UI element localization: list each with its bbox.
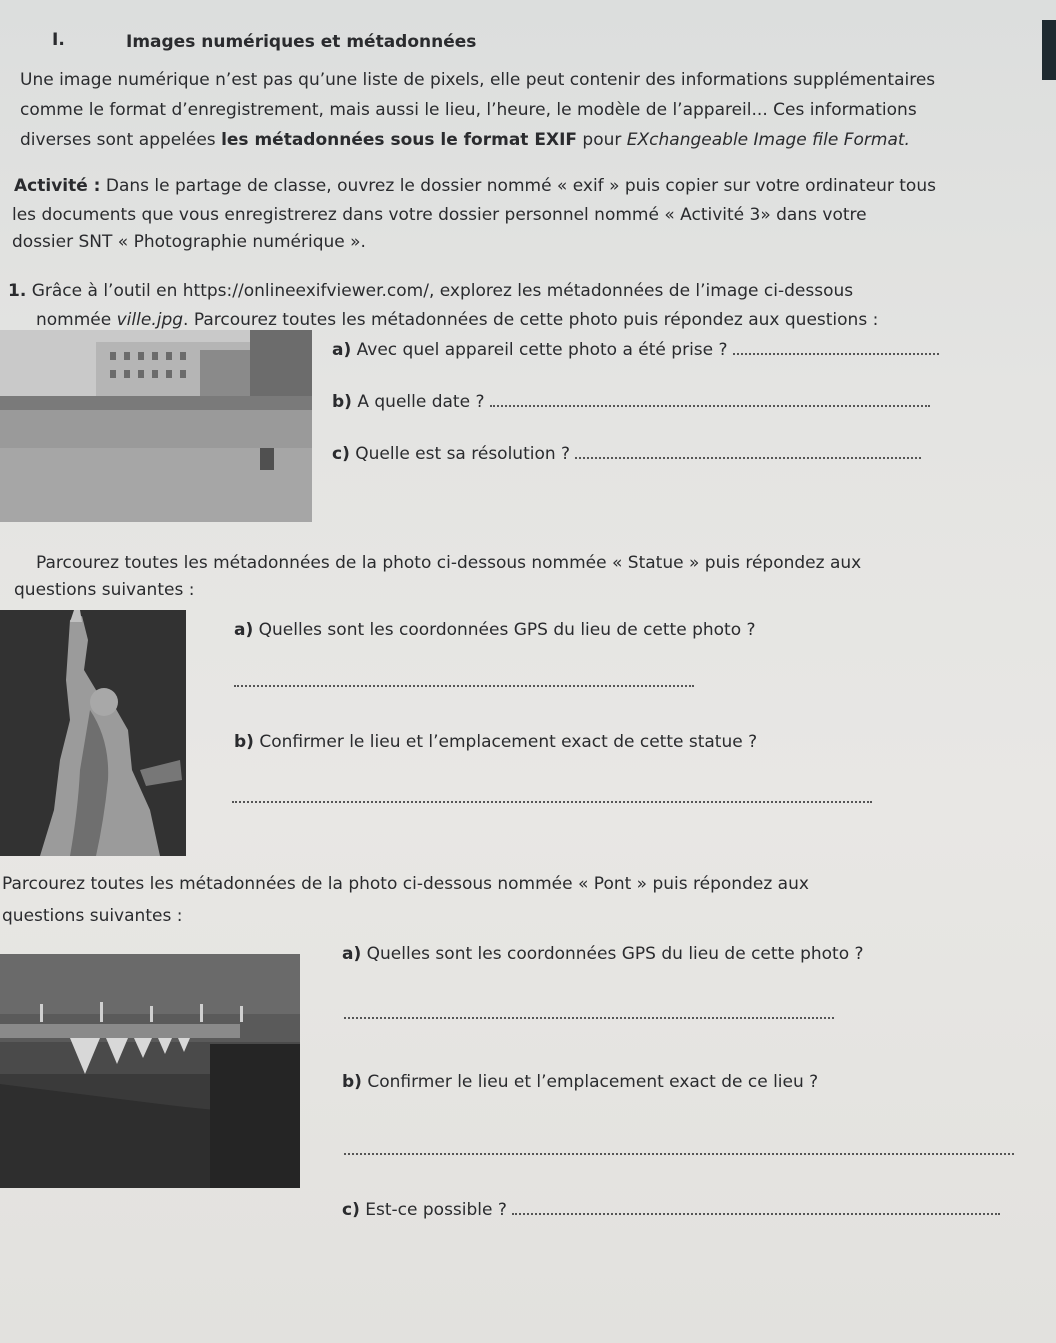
- q2-a-answer-line[interactable]: [234, 685, 694, 687]
- intro-line-2: comme le format d’enregistrement, mais aussi le lieu, l’heure, le modèle de l’appareil... Ces informations: [20, 100, 917, 120]
- activity-line-1: Activité : Dans le partage de classe, ouvrez le dossier nommé « exif » puis copier sur votre ordinateur tous: [14, 176, 936, 196]
- intro-line-3: diverses sont appelées les métadonnées sous le format EXIF pour EXchangeable Image file Format.: [20, 130, 910, 150]
- section-title: Images numériques et métadonnées: [126, 32, 477, 52]
- q2-b-answer-line[interactable]: [232, 801, 872, 803]
- q3-b-answer-line[interactable]: [344, 1153, 1014, 1155]
- q3-a: a) Quelles sont les coordonnées GPS du lieu de cette photo ?: [342, 944, 864, 964]
- activity-line-2: les documents que vous enregistrerez dans votre dossier personnel nommé « Activité 3» dans votre: [12, 205, 867, 225]
- q3-c: c) Est-ce possible ?: [342, 1200, 1000, 1220]
- ville-photo: [0, 330, 312, 522]
- q1-b: b) A quelle date ?: [332, 392, 930, 412]
- statue-photo: [0, 610, 186, 856]
- pont-photo: [0, 954, 300, 1188]
- q2-a: a) Quelles sont les coordonnées GPS du lieu de cette photo ?: [234, 620, 756, 640]
- intro-line-1: Une image numérique n’est pas qu’une liste de pixels, elle peut contenir des informations supplémentaires: [20, 70, 936, 90]
- page-edge-shadow: [1042, 20, 1056, 80]
- activity-label: Activité :: [14, 176, 101, 196]
- q1-a: a) Avec quel appareil cette photo a été prise ?: [332, 340, 939, 360]
- q1-b-answer-line[interactable]: [490, 405, 930, 407]
- q1-c: c) Quelle est sa résolution ?: [332, 444, 921, 464]
- q1-a-answer-line[interactable]: [733, 353, 939, 355]
- q3-a-answer-line[interactable]: [344, 1017, 834, 1019]
- q2-a-line-wrap: [234, 672, 694, 691]
- section-number: I.: [52, 30, 65, 50]
- activity-line-3: dossier SNT « Photographie numérique ».: [12, 232, 366, 252]
- q1-line-1: 1. Grâce à l’outil en https://onlineexifviewer.com/, explorez les métadonnées de l’image ci-dessous: [8, 281, 854, 301]
- q2-line-2: questions suivantes :: [14, 580, 195, 600]
- q2-b-line-wrap: [232, 788, 872, 807]
- q3-b-line-wrap: [344, 1140, 1014, 1159]
- q1-line-2: nommée ville.jpg. Parcourez toutes les métadonnées de cette photo puis répondez aux questions :: [36, 310, 879, 330]
- q1-number: 1.: [8, 281, 27, 301]
- q3-line-1: Parcourez toutes les métadonnées de la photo ci-dessous nommée « Pont » puis répondez aux: [2, 874, 809, 894]
- q3-b: b) Confirmer le lieu et l’emplacement exact de ce lieu ?: [342, 1072, 819, 1092]
- q2-line-1: Parcourez toutes les métadonnées de la photo ci-dessous nommée « Statue » puis répondez aux: [36, 553, 862, 573]
- q2-b: b) Confirmer le lieu et l’emplacement exact de cette statue ?: [234, 732, 758, 752]
- q3-a-line-wrap: [344, 1004, 834, 1023]
- q1-c-answer-line[interactable]: [575, 457, 921, 459]
- q3-line-2: questions suivantes :: [2, 906, 183, 926]
- q3-c-answer-line[interactable]: [512, 1213, 1000, 1215]
